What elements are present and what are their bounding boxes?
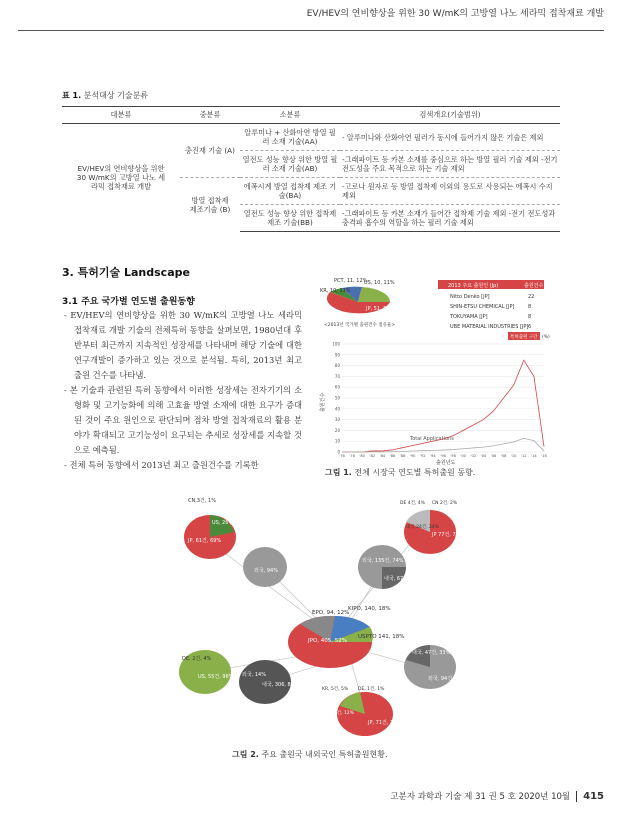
applicant-count: 6 bbox=[528, 324, 532, 330]
pie-label: JP, 71건, 76% bbox=[368, 720, 402, 726]
major-category: EV/HEV의 연비향상을 위한 30 W/mK의 고방열 나노 세라믹 접착재료 개발 bbox=[76, 164, 166, 192]
x-tick-label: '84 bbox=[379, 454, 386, 458]
x-tick-label: '06 bbox=[490, 454, 497, 458]
x-tick-label: '04 bbox=[480, 454, 487, 458]
y-tick-label: 70 bbox=[334, 373, 340, 379]
pie-label: 외국, 94% bbox=[254, 568, 278, 574]
y-tick-label: 60 bbox=[334, 384, 340, 390]
applicant-count: 8 bbox=[528, 304, 532, 310]
x-tick-label: '12 bbox=[521, 454, 527, 458]
figure-2-caption: 그림 2. 주요 출원국 내외국인 특허출원현황. bbox=[232, 750, 388, 759]
y-tick-label: 0 bbox=[337, 449, 340, 455]
badge-label: 특허출원 구간 bbox=[510, 335, 538, 340]
table-header: 2013 주요 출원인 (Jp) bbox=[448, 283, 499, 289]
x-tick-label: '16 bbox=[541, 454, 547, 458]
scope: -그래파이트 등 카본 소재를 중심으로 하는 방열 필러 기술 제외 -전기 전도성을 주요 목적으로 하는 기술 제외 bbox=[340, 151, 560, 178]
col-header: 중분류 bbox=[180, 107, 240, 124]
figure-1-caption: 그림 1. 전체 시장국 연도별 특허출원 동향. bbox=[325, 468, 476, 477]
pie-label: US, 10, 11% bbox=[364, 280, 395, 286]
satellite-pie bbox=[404, 645, 467, 689]
section-title: 3. 특허기술 Landscape bbox=[62, 266, 190, 279]
x-tick-label: '90 bbox=[409, 454, 416, 458]
pie-note: <2013년 국가별 출원건수 점유율> bbox=[324, 323, 396, 328]
pie-label: US, 55건, 96% bbox=[198, 674, 234, 680]
y-axis-label: 출원건수 bbox=[320, 392, 326, 412]
satellite-pie bbox=[358, 545, 423, 589]
subsection-title: 3.1 주요 국가별 연도별 출원동향 bbox=[62, 297, 195, 307]
pie-label: US, 11건, 12% bbox=[322, 711, 354, 716]
figure-1 bbox=[318, 262, 550, 468]
center-pie bbox=[288, 606, 405, 668]
x-tick-label: '02 bbox=[470, 454, 477, 458]
pct-label: (%) bbox=[542, 335, 550, 340]
satellite-pie bbox=[184, 497, 287, 587]
y-tick-label: 20 bbox=[334, 427, 340, 433]
pie-label: CN 2건, 2% bbox=[432, 501, 458, 506]
table-header: 출원건수 bbox=[524, 283, 544, 289]
scope: -고로나 원자로 등 방열 접착제 이외의 용도로 사용되는 에폭시 수지 제외 bbox=[340, 178, 560, 205]
pie-label: DE, 1건, 1% bbox=[358, 687, 385, 692]
pie-label: 외국, 135건, 74% bbox=[362, 558, 404, 564]
applicant-name: Nitto Denko [JP] bbox=[450, 294, 490, 300]
pie-label: DE, 2건, 4% bbox=[182, 656, 212, 662]
sub-category: 열전도 성능 향상 위한 방열 필러 소재 기술(AB) bbox=[240, 151, 340, 178]
sub-category: 알루미나 + 산화아연 방열 필러 소재 기술(AA) bbox=[244, 128, 336, 146]
x-tick-label: '08 bbox=[500, 454, 507, 458]
x-tick-label: '92 bbox=[420, 454, 426, 458]
satellite-pie bbox=[179, 650, 234, 694]
x-tick-label: '94 bbox=[430, 454, 436, 458]
pie-label: PCT, 11, 12% bbox=[334, 278, 368, 284]
table-caption: 표 1. 분석대상 기술분류 bbox=[62, 91, 149, 100]
pie-label: JPO, 405, 52% bbox=[308, 638, 347, 644]
pie-label: 내국, 67건, 26% bbox=[384, 576, 423, 582]
scope: -그래파이트 등 카본 소재가 들어간 접착제 기술 제외 -전기 전도성과 충격파 흡수의 역할을 하는 필러 기술 제외 bbox=[340, 205, 560, 232]
pie-label: JP, 61건, 69% bbox=[188, 538, 222, 544]
x-tick-label: '00 bbox=[460, 454, 466, 458]
pie-label: US, 26건, 30% bbox=[212, 520, 248, 526]
col-header: 대분류 bbox=[62, 107, 180, 124]
y-tick-label: 30 bbox=[334, 417, 340, 423]
pie-label: KR, 5건, 5% bbox=[322, 687, 349, 692]
x-tick-label: '76 bbox=[339, 454, 345, 458]
pie-label: CN,3건, 1% bbox=[188, 498, 216, 504]
figure-2 bbox=[150, 492, 480, 742]
pie-label: 내국 24건, 24% bbox=[406, 525, 440, 530]
paragraph: - 본 기술과 관련된 특허 동향에서 이러한 성장세는 전자기기의 소형화 및 고기능화에 의해 고효율 방열 소재에 대한 요구가 증대된 것이 주요 원인으로 판단되며 점차 방열 접착재료의 활용 분야가 확대되고 고기능성이 요구되는 추세로 성장세를 지속할 것으로 예측됨. bbox=[64, 385, 302, 455]
y-tick-label: 40 bbox=[334, 406, 340, 412]
pie-label: JP 77건, 75% bbox=[432, 532, 464, 538]
satellite-pie bbox=[400, 499, 464, 554]
x-tick-label: '80 bbox=[359, 454, 365, 458]
classification-table bbox=[62, 106, 560, 232]
x-tick-label: '78 bbox=[349, 454, 355, 458]
page-footer: 고분자 과학과 기술 제 31 권 5 호 2020년 10월 415 bbox=[390, 791, 604, 802]
applicant-count: 8 bbox=[528, 314, 532, 320]
x-tick-label: '10 bbox=[510, 454, 517, 458]
satellite-pie bbox=[322, 685, 401, 736]
total-label: Total Applications bbox=[410, 436, 454, 442]
pie-label: 외국, 94건, 67% bbox=[428, 676, 467, 682]
paragraph: - 전체 특허 동향에서 2013년 최고 출원건수를 기록한 bbox=[64, 460, 259, 470]
pie-label: KR, 10, 11% bbox=[320, 288, 351, 294]
x-tick-label: '82 bbox=[369, 454, 376, 458]
y-tick-label: 80 bbox=[334, 363, 340, 369]
x-tick-label: '98 bbox=[450, 454, 456, 458]
pie-label: 내국, 47건, 33% bbox=[412, 650, 451, 656]
applicant-name: SHIN-ETSU CHEMICAL [JP] bbox=[450, 304, 515, 310]
mid-category-b: 방열 접착제 제조기술 (B) bbox=[180, 178, 240, 232]
col-header: 검색개요(기술범위) bbox=[340, 107, 560, 124]
body-text bbox=[62, 308, 302, 473]
applicant-name: UBE MATERIAL INDUSTRIES [JP] bbox=[450, 324, 529, 330]
header-divider bbox=[18, 30, 604, 31]
y-tick-label: 90 bbox=[334, 352, 340, 358]
running-header: EV/HEV의 연비향상을 위한 30 W/mK의 고방열 나노 세라믹 접착재료 개발 bbox=[306, 9, 604, 19]
pie-label: 외국, 14% bbox=[242, 672, 266, 678]
y-tick-label: 50 bbox=[334, 395, 340, 401]
col-header: 소분류 bbox=[240, 107, 340, 124]
pie-label: DE 4건, 4% bbox=[400, 501, 425, 506]
x-tick-label: '14 bbox=[531, 454, 537, 458]
sub-category: 열전도 성능 향상 위한 접착제 제조 기술(BB) bbox=[240, 205, 340, 232]
applicant-name: TOKUYAMA [JP] bbox=[450, 314, 488, 320]
x-tick-label: '88 bbox=[399, 454, 406, 458]
x-tick-label: '96 bbox=[440, 454, 446, 458]
pie-label: 내국, 306, 86% bbox=[262, 682, 299, 688]
pie-label: EPO, 94, 12% bbox=[312, 610, 350, 616]
satellite-pie bbox=[239, 660, 299, 704]
paragraph: - EV/HEV의 연비향상을 위한 30 W/mK의 고방열 나노 세라믹 접착재료 개발 기술의 전체특허 동향을 살펴보면, 1980년대 후반부터 최근까지 지속적인 성장세를 나타내며 해당 기술에 대한 연구개발이 증가하고 있는 것으로 분석됨. 특히, 2013년 최고 출원 건수를 나타냄. bbox=[64, 310, 302, 380]
x-tick-label: '86 bbox=[389, 454, 396, 458]
scope: - 알루미나와 산화아연 필러가 동시에 들어가지 않은 기술은 제외 bbox=[342, 132, 544, 142]
pie-label: KIPO, 140, 18% bbox=[348, 606, 391, 612]
y-tick-label: 100 bbox=[332, 341, 340, 347]
x-axis-label: 출원년도 bbox=[436, 460, 456, 466]
pie-label: JP, 51, 58% bbox=[366, 306, 395, 312]
applicant-count: 22 bbox=[528, 294, 535, 300]
sub-category: 에폭시계 방열 접착제 제조 기술(BA) bbox=[240, 178, 340, 205]
y-tick-label: 10 bbox=[334, 438, 340, 444]
pie-label: USPTO 141, 18% bbox=[358, 634, 405, 640]
mid-category-a: 충진재 기술 (A) bbox=[185, 146, 235, 155]
